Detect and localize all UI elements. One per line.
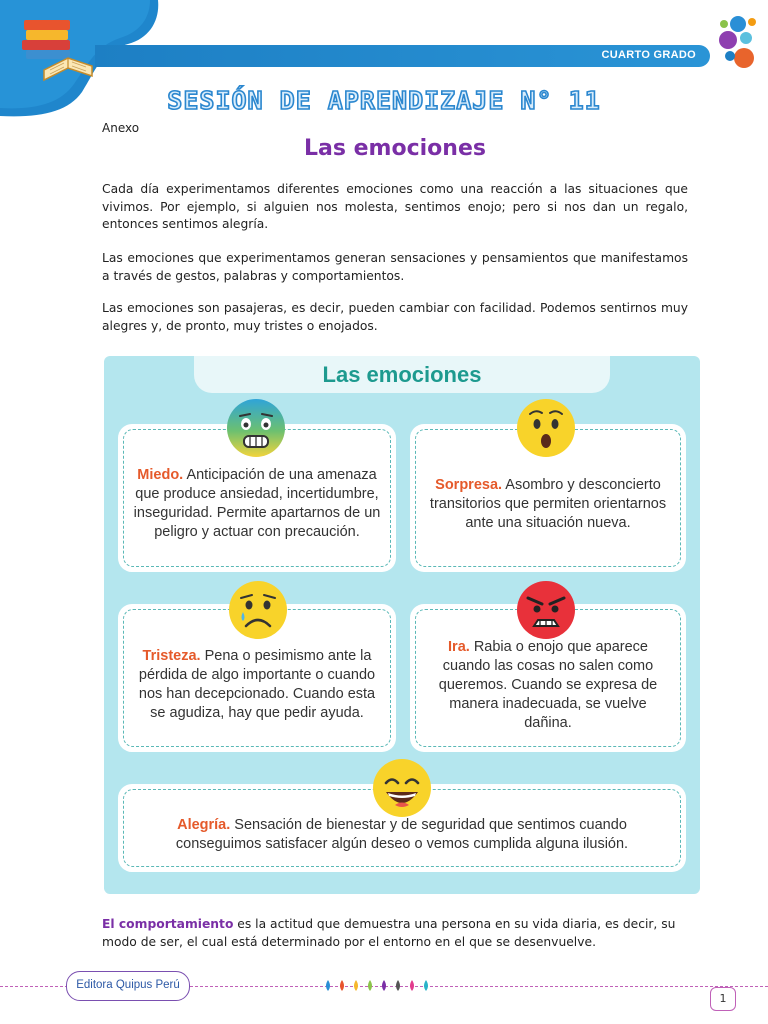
change-paragraph: Las emociones son pasajeras, es decir, pueden cambiar con facilidad. Podemos sentirnos muy alegres y, de pronto, muy tristes o enojados. [102, 301, 688, 333]
card-text [132, 633, 382, 723]
card-term: Alegría. [177, 817, 231, 833]
angry-face-icon [514, 578, 578, 642]
intro-paragraph: Cada día experimentamos diferentes emociones como una reacción a las situaciones que vivimos. Por ejemplo, si alguien nos molesta, sentimos enojo; pero si nos dan un regalo, entonces sentimos alegría. [102, 182, 688, 231]
behavior-text: es la actitud que demuestra una persona en su vida diaria, es decir, su modo de ser, el cual está determinado por el entorno en el que se desenvuelve. [102, 917, 676, 949]
card-description: Sensación de bienestar y de seguridad que sentimos cuando conseguimos satisfacer algún deseo o vemos cumplida alguna ilusión. [175, 817, 629, 852]
annex-label: Anexo [102, 121, 140, 135]
emotions-infographic [104, 356, 700, 894]
card-text [424, 464, 672, 533]
card-term: Ira. [448, 638, 470, 655]
colored-drops-icon [322, 978, 447, 994]
expression-paragraph: Las emociones que experimentamos generan sensaciones y pensamientos que manifestamos a través de gestos, palabras y comportamientos. [102, 251, 688, 283]
happy-face-icon [370, 756, 434, 820]
card-description: Asombro y desconcierto transitorios que permiten orientarnos ante una situación nueva. [429, 476, 667, 531]
grade-banner [95, 45, 710, 67]
infographic-header [194, 356, 610, 393]
card-description: Rabia o enojo que aparece cuando las cosas no salen como queremos. Cuando se expresa de manera inadecuada, se vuelve dañina. [438, 638, 658, 731]
session-title: SESIÓN DE APRENDIZAJE N° 11 [167, 86, 601, 115]
behavior-term: El comportamiento [102, 917, 234, 931]
card-term: Sorpresa. [435, 476, 503, 493]
decorative-dots-icon [712, 14, 768, 74]
grade-label: CUARTO GRADO [601, 49, 696, 61]
behavior-paragraph [102, 915, 688, 951]
sad-face-icon [226, 578, 290, 642]
card-description: Pena o pesimismo ante la pérdida de algo importante o cuando nos han decepcionado. Cuando esta se agudiza, hay que pedir ayuda. [138, 648, 376, 721]
card-text [132, 454, 382, 542]
scared-face-icon [224, 396, 288, 460]
card-description: Anticipación de una amenaza que produce ansiedad, incertidumbre, inseguridad. Permite apartarnos de un peligro y actuar con precaución. [133, 467, 381, 540]
publisher-badge: Editora Quipus Perú [66, 971, 190, 1001]
books-icon [16, 12, 106, 87]
page-title: Las emociones [304, 136, 486, 161]
card-term: Tristeza. [142, 648, 201, 664]
surprised-face-icon [514, 396, 578, 460]
infographic-title: Las emociones [322, 362, 482, 387]
card-term: Miedo. [137, 467, 184, 483]
page-number: 1 [710, 987, 736, 1011]
